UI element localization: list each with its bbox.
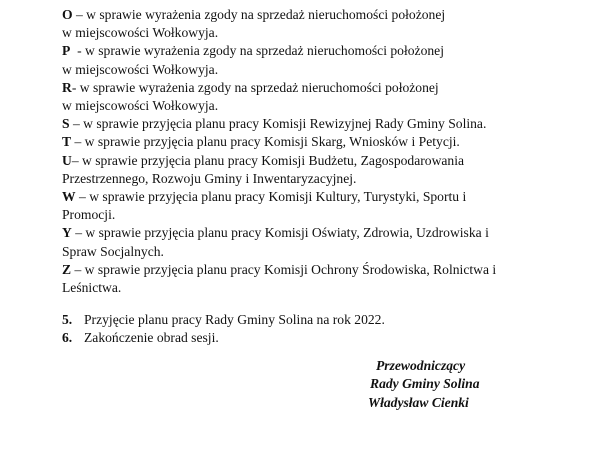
item-text: – w sprawie przyjęcia planu pracy Komisji Rewizyjnej Rady Gminy Solina. <box>72 116 487 132</box>
item-number: 5. <box>62 312 73 328</box>
signature-name: Władysław Cienki <box>368 394 469 410</box>
agenda-item-t <box>62 133 582 151</box>
agenda-item-w-cont <box>62 206 582 224</box>
agenda-item-p-cont <box>62 61 582 79</box>
agenda-item-u <box>62 152 582 170</box>
agenda-item-z-cont <box>62 279 582 297</box>
agenda-item-r-cont <box>62 97 582 115</box>
signature-body: Rady Gminy Solina <box>370 376 480 392</box>
item-text: w miejscowości Wołkowyja. <box>62 61 219 77</box>
item-text: Zakończenie obrad sesji. <box>84 330 219 346</box>
item-text: – w sprawie przyjęcia planu pracy Komisji Budżetu, Zagospodarowania <box>71 152 465 168</box>
agenda-item-o-cont <box>62 24 582 42</box>
item-text: – w sprawie przyjęcia planu pracy Komisji Ochrony Środowiska, Rolnictwa i <box>74 261 497 277</box>
item-letter: Z <box>62 261 72 277</box>
item-text: w miejscowości Wołkowyja. <box>62 98 219 114</box>
item-letter: R <box>62 79 72 95</box>
item-text: w miejscowości Wołkowyja. <box>62 25 219 41</box>
agenda-item-u-cont <box>62 170 582 188</box>
item-letter: T <box>62 134 72 150</box>
item-text: Spraw Socjalnych. <box>62 243 164 259</box>
numbered-item-6 <box>62 329 582 347</box>
item-letter: O <box>62 7 73 22</box>
item-text: Leśnictwa. <box>62 280 122 296</box>
item-letter: U <box>62 152 72 168</box>
agenda-item-w <box>62 188 582 206</box>
item-letter: W <box>62 189 76 205</box>
item-text: – w sprawie przyjęcia planu pracy Komisji Skarg, Wniosków i Petycji. <box>74 134 460 150</box>
item-text: – w sprawie wyrażenia zgody na sprzedaż nieruchomości położonej <box>75 7 446 22</box>
agenda-item-s <box>62 115 582 133</box>
item-text: – w sprawie przyjęcia planu pracy Komisji Kultury, Turystyki, Sportu i <box>79 189 467 205</box>
signature-block <box>368 357 568 412</box>
agenda-list <box>62 6 582 348</box>
item-text: Przyjęcie planu pracy Rady Gminy Solina na rok 2022. <box>84 312 385 328</box>
item-text: Przestrzennego, Rozwoju Gminy i Inwentaryzacyjnej. <box>62 170 357 186</box>
item-text: – w sprawie przyjęcia planu pracy Komisji Oświaty, Zdrowia, Uzdrowiska i <box>75 225 489 241</box>
spacer <box>62 297 582 311</box>
item-letter: Y <box>62 225 72 241</box>
agenda-item-r <box>62 79 582 97</box>
item-text: - w sprawie wyrażenia zgody na sprzedaż nieruchomości położonej <box>71 79 439 95</box>
agenda-item-o <box>62 6 582 24</box>
item-letter: S <box>62 116 70 132</box>
item-text: - w sprawie wyrażenia zgody na sprzedaż nieruchomości położonej <box>77 43 444 59</box>
agenda-item-y <box>62 224 582 242</box>
item-letter: P <box>62 43 71 59</box>
numbered-item-5 <box>62 311 582 329</box>
signature-title: Przewodniczący <box>376 358 466 373</box>
item-number: 6. <box>62 330 73 346</box>
item-text: Promocji. <box>62 207 116 223</box>
agenda-item-y-cont <box>62 243 582 261</box>
agenda-item-z <box>62 261 582 279</box>
agenda-item-p <box>62 42 582 60</box>
